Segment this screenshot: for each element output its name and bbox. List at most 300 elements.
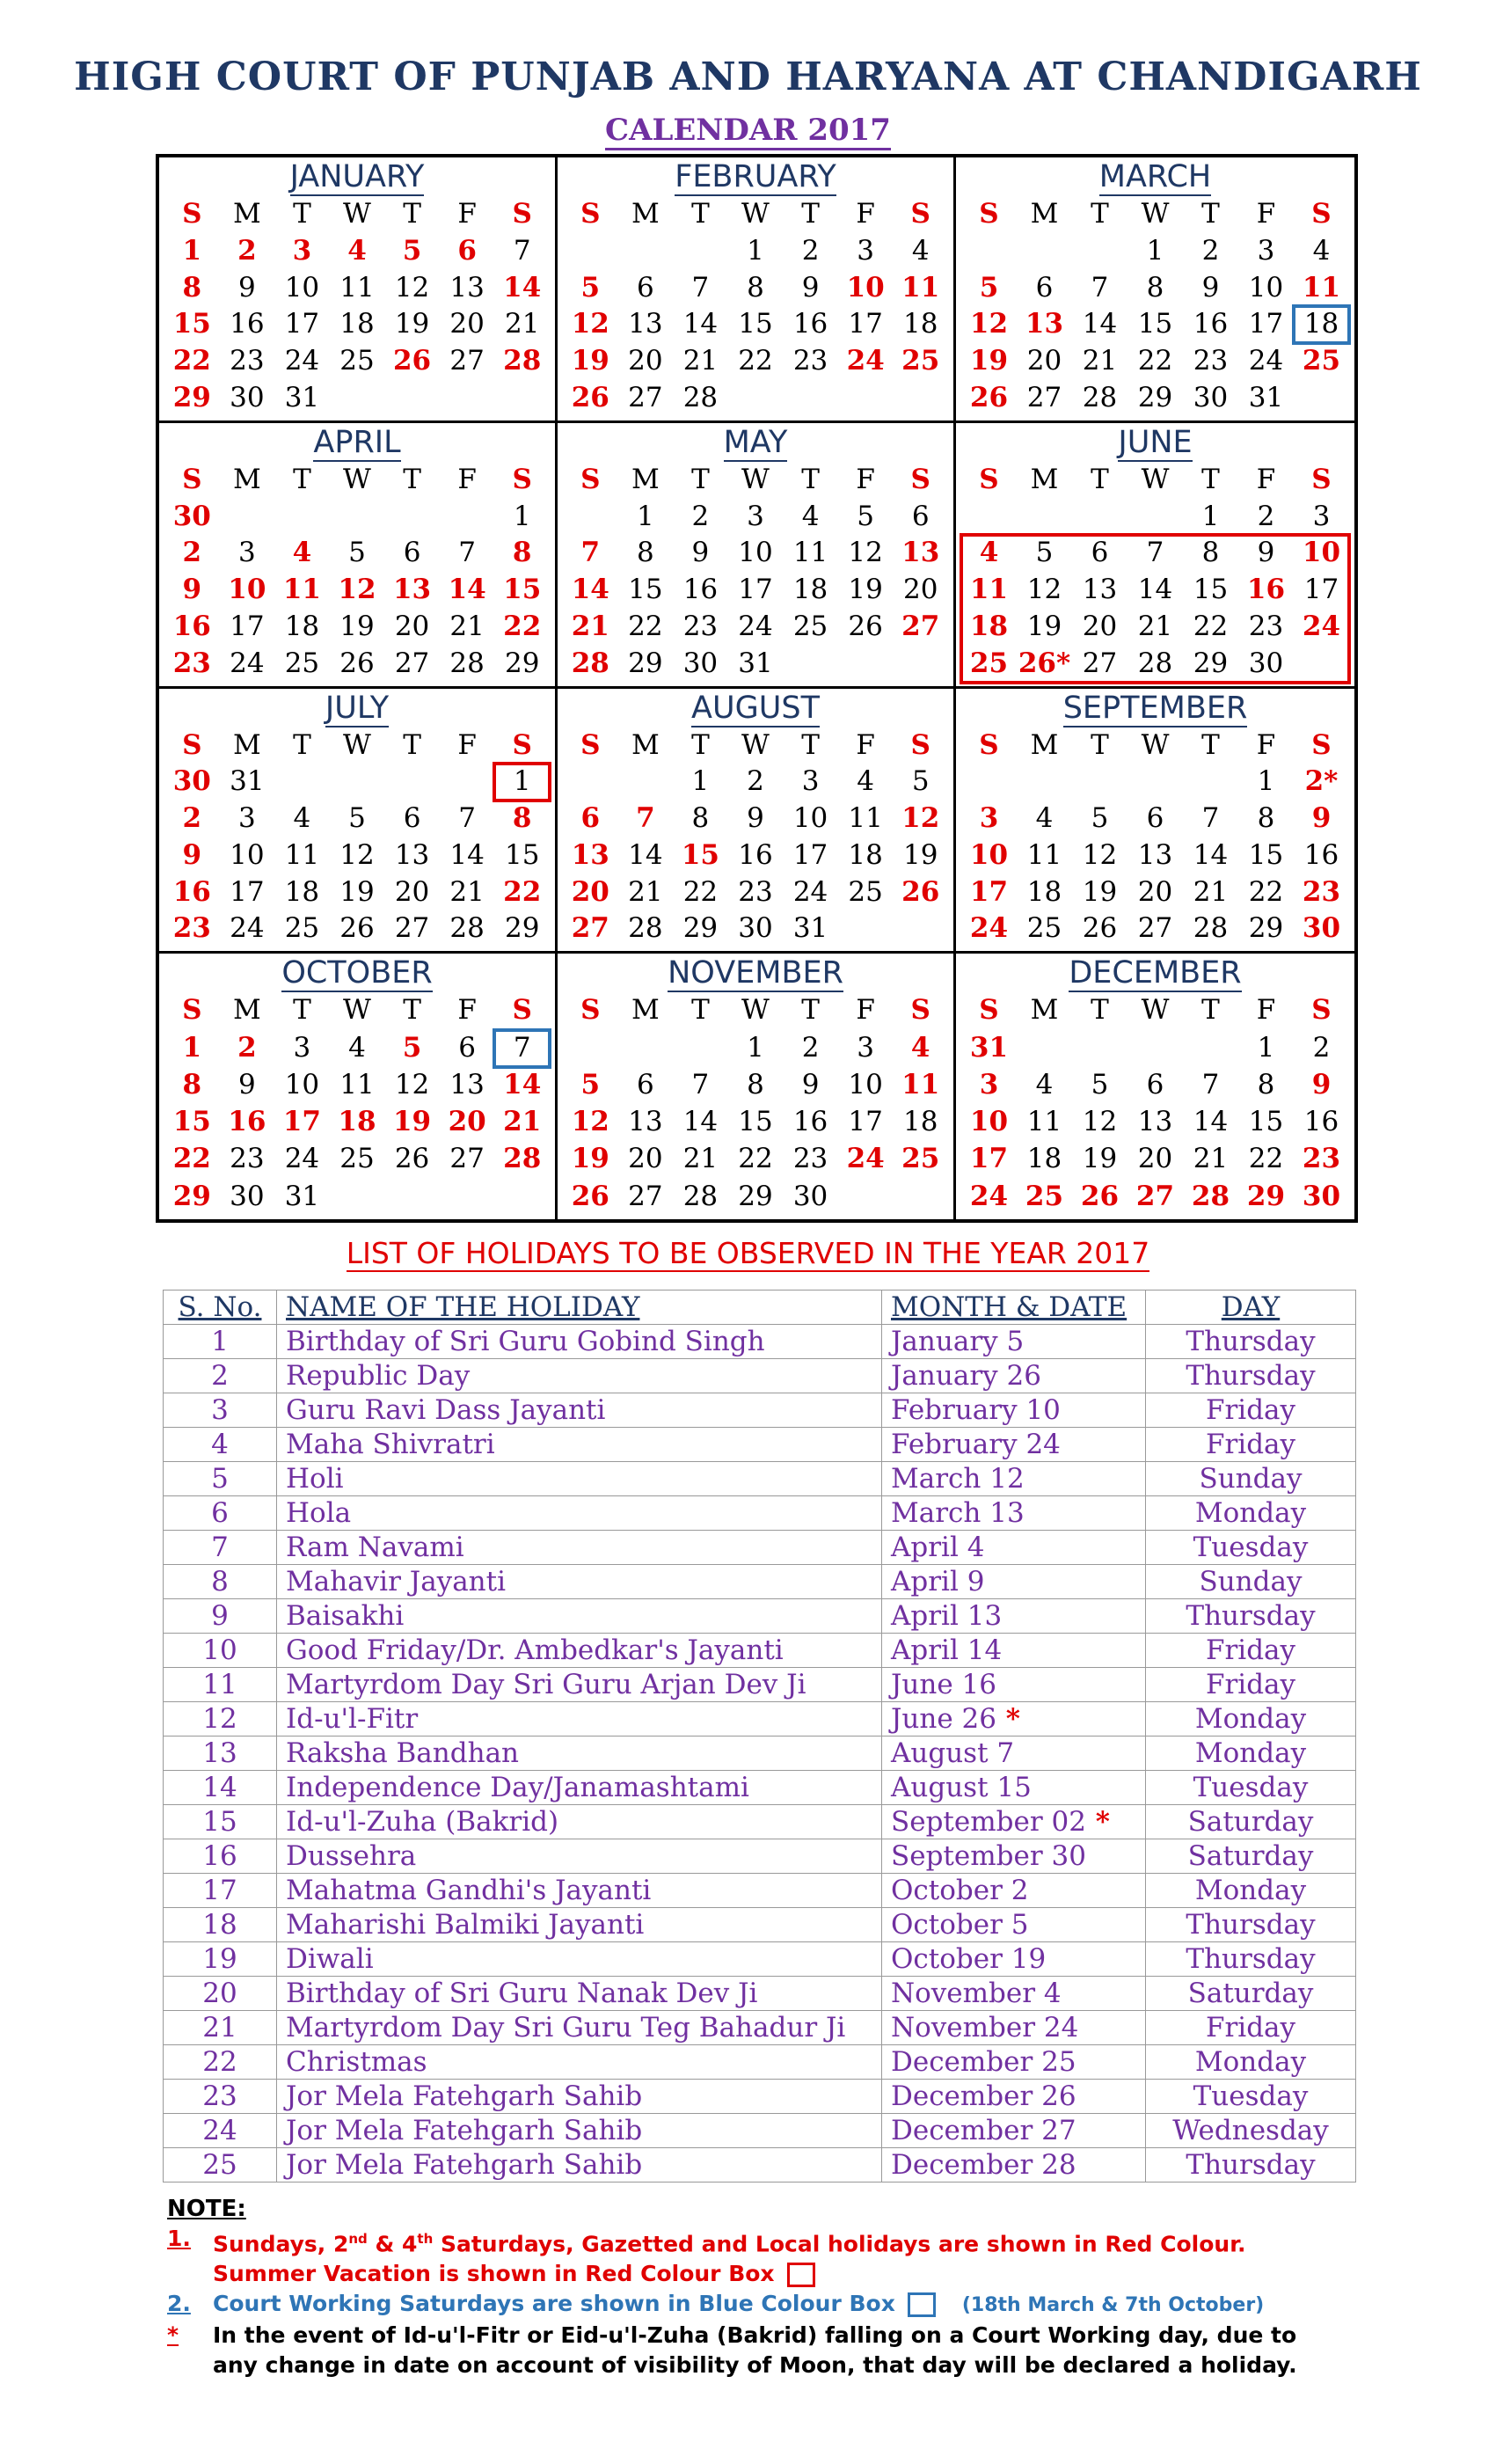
holiday-name: Dussehra [277,1839,882,1874]
holiday-sno: 23 [164,2080,277,2114]
day-cell: 14 [448,574,486,606]
month-name-text: MAY [723,424,788,460]
empty-cell [893,1179,948,1216]
weekday-header: M [1030,463,1059,495]
day-cell: 17 [792,838,828,871]
day-cell: 23 [172,647,211,679]
month-name [558,159,953,194]
month-name [159,691,555,726]
holiday-sno: 25 [164,2148,277,2183]
day-cell: 22 [628,610,663,642]
weekday-header: M [232,463,261,495]
table-row [164,1874,1356,1908]
holiday-name: Mahavir Jayanti [277,1565,882,1599]
day-cell: 26 [1082,912,1118,945]
day-cell: 7 [458,802,476,835]
weekday-header: T [1201,198,1220,230]
empty-cell [618,764,674,801]
holiday-name: Christmas [277,2045,882,2080]
day-cell: 22 [1137,345,1173,377]
day-cell: 5 [402,234,422,267]
weekday-header: F [856,994,875,1027]
holiday-sno: 24 [164,2114,277,2148]
weekday-header: S [182,728,202,761]
day-cell: 6 [580,802,601,835]
weekday-header: W [343,463,371,495]
holiday-name: Maha Shivratri [277,1428,882,1462]
day-cell: 15 [738,308,773,340]
holiday-name: Id-u'l-Zuha (Bakrid) [277,1805,882,1839]
red-box-icon [787,2263,815,2287]
day-cell: 24 [969,1180,1009,1212]
day-cell: 3 [979,1068,999,1100]
table-row [164,1839,1356,1874]
day-cell: 6 [1091,537,1109,569]
note-3-line-1: In the event of Id-u'l-Fitr or Eid-u'l-Zuha (Bakrid) falling on a Court Working day, due to [213,2322,1297,2349]
empty-cell [440,1179,495,1216]
day-cell: 8 [747,271,764,303]
month-name [956,691,1354,726]
holiday-date: March 13 [882,1496,1146,1531]
day-cell: 1 [1146,234,1164,267]
day-cell: 10 [1302,537,1341,569]
day-cell: 29 [628,647,663,679]
day-cell: 23 [792,345,828,377]
day-cell: 14 [682,1106,719,1138]
day-cell: 6 [403,802,421,835]
day-cell: 4 [293,802,311,835]
empty-cell [1072,233,1127,270]
weekday-header: T [1201,728,1220,761]
empty-cell [384,764,440,801]
day-cell: 29 [172,1180,211,1212]
holiday-sno: 19 [164,1942,277,1977]
weekday-header: T [1091,994,1109,1027]
empty-cell [961,764,1017,801]
page-title: HIGH COURT OF PUNJAB AND HARYANA AT CHANDIGARH [74,55,1422,99]
empty-cell [494,1179,550,1216]
holiday-date: October 2 [882,1874,1146,1908]
weekday-header: F [856,728,875,761]
day-cell: 21 [682,1143,719,1175]
day-cell: 7 [1201,1068,1220,1100]
empty-cell [384,1179,440,1216]
day-cell: 4 [979,537,999,569]
weekday-header: S [512,198,532,230]
day-cell: 7 [636,802,655,835]
weekday-header: M [1030,728,1059,761]
day-cell: 14 [571,574,609,606]
table-row [164,1942,1356,1977]
day-cell: 14 [1082,308,1118,340]
day-cell: 21 [504,308,540,340]
holiday-sno: 8 [164,1565,277,1599]
weekday-header: T [1201,994,1220,1027]
day-cell: 19 [394,308,430,340]
day-cell: 12 [1026,574,1062,606]
day-cell: 25 [848,875,883,908]
holiday-name: Maharishi Balmiki Jayanti [277,1908,882,1942]
empty-cell [728,380,784,417]
empty-cell [563,764,618,801]
empty-cell [384,380,440,417]
holiday-date: February 10 [882,1393,1146,1428]
month-october [159,954,558,1219]
holiday-date: April 4 [882,1531,1146,1565]
day-cell: 29 [1248,912,1284,945]
holiday-date: March 12 [882,1462,1146,1496]
weekday-header: M [631,728,660,761]
holiday-day: Tuesday [1146,2080,1356,2114]
month-name [558,955,953,991]
weekday-header: S [182,198,202,230]
day-cell: 6 [403,537,421,569]
day-cell: 11 [1026,1106,1062,1138]
day-cell: 18 [848,838,883,871]
day-cell: 3 [747,500,764,532]
day-cell: 22 [503,610,542,642]
day-cell: 28 [571,647,609,679]
day-cell: 11 [969,574,1009,606]
day-cell: 25 [339,1143,375,1175]
empty-cell [1294,380,1349,417]
day-cell: 27 [571,912,609,945]
day-cell: 7 [1201,802,1220,835]
day-cell: 24 [846,345,885,377]
empty-cell [1183,1030,1238,1067]
day-cell: 30 [1193,381,1229,413]
note-2-number: 2. [167,2291,191,2317]
day-cell: 26 [571,1180,609,1212]
holiday-day: Thursday [1146,2148,1356,2183]
month-name-text: JUNE [1118,424,1193,460]
day-cell: 19 [339,610,375,642]
weekday-header: T [293,198,311,230]
day-cell: 29 [1193,647,1229,679]
empty-cell [673,233,728,270]
day-cell: 25 [969,647,1009,679]
holiday-day: Saturday [1146,1977,1356,2011]
day-cell: 9 [182,838,202,871]
day-cell: 8 [1257,802,1275,835]
day-cell: 21 [1193,875,1229,908]
day-cell: 5 [580,1068,601,1100]
weekday-header: F [1256,463,1276,495]
table-row [164,1565,1356,1599]
day-grid [563,992,948,1216]
day-cell: 25 [284,912,320,945]
weekday-header: M [1030,198,1059,230]
day-cell: 22 [682,875,719,908]
day-cell: 15 [1137,308,1173,340]
day-cell: 6 [457,234,477,267]
day-cell: 19 [392,1106,432,1138]
day-cell: 10 [848,1068,883,1100]
day-cell: 22 [172,345,211,377]
day-cell: 13 [449,1068,485,1100]
day-cell: 26* [1018,647,1071,679]
holiday-day: Thursday [1146,1359,1356,1393]
month-name-text: AUGUST [691,690,820,726]
day-cell: 27 [901,610,940,642]
day-cell: 28 [1137,647,1173,679]
day-cell: 4 [292,537,312,569]
day-cell: 17 [230,875,265,908]
day-cell: 9 [691,537,710,569]
note-3-line-2: any change in date on account of visibility of Moon, that day will be declared a holiday. [213,2352,1297,2379]
weekday-header: F [1256,994,1276,1027]
day-cell: 10 [1248,271,1284,303]
day-cell: 12 [969,308,1009,340]
empty-cell [838,1179,894,1216]
empty-cell [961,499,1017,536]
holiday-day: Monday [1146,1736,1356,1771]
note-1-number: 1. [167,2226,191,2251]
day-cell: 30 [792,1180,828,1212]
holiday-name: Guru Ravi Dass Jayanti [277,1393,882,1428]
day-cell: 16 [1303,1106,1339,1138]
table-row [164,1668,1356,1702]
empty-cell [1017,233,1072,270]
empty-cell [893,380,948,417]
day-cell: 22 [1248,1143,1284,1175]
empty-cell [330,380,385,417]
day-cell: 14 [1193,838,1229,871]
day-cell: 15 [738,1106,773,1138]
day-cell: 4 [1312,234,1331,267]
day-grid [164,196,550,417]
weekday-header: S [979,728,999,761]
weekday-header: S [910,463,930,495]
day-cell: 28 [682,381,719,413]
day-cell: 10 [846,271,885,303]
day-cell: 31 [284,381,320,413]
holiday-date: December 28 [882,2148,1146,2183]
day-cell: 27 [394,912,430,945]
empty-cell [384,499,440,536]
weekday-header: W [741,463,770,495]
day-cell: 1 [1257,1031,1275,1064]
weekday-header: T [293,994,311,1027]
empty-cell [274,499,330,536]
weekday-header: S [580,198,601,230]
day-cell: 22 [172,1143,211,1175]
day-cell: 6 [1146,1068,1164,1100]
empty-cell [1072,764,1127,801]
month-july [159,689,558,954]
empty-cell [330,499,385,536]
month-name-text: DECEMBER [1069,955,1242,991]
day-cell: 28 [503,1143,542,1175]
day-cell: 14 [503,271,542,303]
day-cell: 27 [628,1180,663,1212]
day-cell: 13 [1025,308,1064,340]
month-name [558,425,953,460]
header-day: DAY [1146,1290,1356,1325]
table-row [164,1599,1356,1634]
weekday-header: T [801,198,820,230]
month-name-text: APRIL [313,424,401,460]
day-cell: 11 [1026,838,1062,871]
holiday-day: Thursday [1146,1908,1356,1942]
day-cell: 1 [182,234,202,267]
day-cell: 16 [172,875,211,908]
day-cell: 13 [394,838,430,871]
day-cell: 24 [969,912,1009,945]
day-grid [164,728,550,948]
day-cell: 30 [738,912,773,945]
holiday-sno: 12 [164,1702,277,1736]
day-cell: 10 [969,1106,1009,1138]
holiday-day: Saturday [1146,1839,1356,1874]
empty-cell [783,380,838,417]
day-cell: 12 [338,574,376,606]
day-cell: 18 [339,308,375,340]
day-cell: 13 [392,574,432,606]
holiday-day: Monday [1146,1702,1356,1736]
day-cell: 16 [230,308,265,340]
month-august [558,689,956,954]
weekday-header: F [457,463,477,495]
day-cell: 11 [284,838,320,871]
blue-box-icon [908,2292,936,2317]
holiday-sno: 10 [164,1634,277,1668]
day-cell: 16 [228,1106,266,1138]
day-cell: 17 [969,1143,1009,1175]
day-cell: 18 [1026,1143,1062,1175]
day-cell: 20 [448,1106,486,1138]
weekday-header: F [856,463,875,495]
empty-cell [563,499,618,536]
day-cell: 2 [691,500,710,532]
empty-cell [330,764,385,801]
day-cell: 6 [458,1031,476,1064]
day-cell: 13 [571,838,609,871]
weekday-header: T [691,463,710,495]
weekday-header: S [580,994,601,1027]
note-1-line-2 [213,2259,1245,2289]
day-cell: 5 [1035,537,1054,569]
holiday-sno: 6 [164,1496,277,1531]
holiday-sno: 16 [164,1839,277,1874]
day-cell: 24 [1302,610,1341,642]
day-cell: 5 [857,500,874,532]
holiday-date: October 19 [882,1942,1146,1977]
day-cell: 24 [230,647,265,679]
day-cell: 11 [901,1068,940,1100]
day-cell: 15 [1248,838,1284,871]
holiday-date: September 02 * [882,1805,1146,1839]
holiday-day: Friday [1146,1428,1356,1462]
empty-cell [783,646,838,683]
weekday-header: S [512,463,532,495]
table-row [164,1977,1356,2011]
empty-cell [618,233,674,270]
note-1 [167,2224,1363,2289]
day-cell: 20 [628,345,663,377]
month-name-text: OCTOBER [281,955,433,991]
weekday-header: T [403,994,421,1027]
day-cell: 23 [792,1143,828,1175]
holiday-name: Diwali [277,1942,882,1977]
day-cell: 31 [284,1180,320,1212]
day-cell: 7 [494,1030,550,1067]
day-cell: 24 [792,875,828,908]
day-grid [164,462,550,683]
holidays-table-header [164,1290,1356,1325]
holiday-date: December 27 [882,2114,1146,2148]
day-cell: 19 [969,345,1009,377]
holiday-name: Martyrdom Day Sri Guru Teg Bahadur Ji [277,2011,882,2045]
day-cell: 20 [1026,345,1062,377]
day-cell: 17 [848,1106,883,1138]
holiday-day: Friday [1146,1393,1356,1428]
table-row [164,1531,1356,1565]
day-cell: 27 [628,381,663,413]
holiday-name: Birthday of Sri Guru Nanak Dev Ji [277,1977,882,2011]
weekday-header: W [343,994,371,1027]
weekday-header: T [801,994,820,1027]
table-row [164,1325,1356,1359]
day-cell: 18 [902,308,938,340]
day-cell: 3 [237,802,256,835]
day-cell: 9 [747,802,764,835]
day-cell: 23 [1302,875,1341,908]
day-cell: 29 [1246,1180,1286,1212]
holiday-date: October 5 [882,1908,1146,1942]
holiday-name: Martyrdom Day Sri Guru Arjan Dev Ji [277,1668,882,1702]
day-cell: 26 [394,1143,430,1175]
day-cell: 24 [284,345,320,377]
weekday-header: S [182,994,202,1027]
empty-cell [961,233,1017,270]
day-cell: 21 [503,1106,542,1138]
day-cell: 20 [1137,875,1173,908]
asterisk-marker: * [996,1703,1021,1735]
header-name: NAME OF THE HOLIDAY [277,1290,882,1325]
weekday-header: T [1091,728,1109,761]
day-cell: 28 [503,345,542,377]
day-grid [563,196,948,417]
empty-cell [494,380,550,417]
day-cell: 5 [348,537,366,569]
day-cell: 10 [284,271,320,303]
holiday-date: December 25 [882,2045,1146,2080]
note-1-line-2-text: Summer Vacation is shown in Red Colour Box [213,2261,775,2287]
day-cell: 10 [792,802,828,835]
day-cell: 3 [857,234,874,267]
weekday-header: S [182,463,202,495]
day-cell: 8 [512,802,532,835]
holiday-date: April 9 [882,1565,1146,1599]
day-cell: 11 [339,271,375,303]
day-cell: 17 [230,610,265,642]
weekday-header: T [403,463,421,495]
day-cell: 27 [1026,381,1062,413]
day-cell: 20 [449,308,485,340]
weekday-header: S [979,463,999,495]
month-name [956,159,1354,194]
empty-cell [1072,499,1127,536]
month-name-text: SEPTEMBER [1062,690,1248,726]
holiday-sno: 14 [164,1771,277,1805]
empty-cell [618,1030,674,1067]
day-cell: 18 [1294,306,1349,343]
empty-cell [1183,764,1238,801]
day-cell: 6 [636,1068,654,1100]
day-cell: 25 [792,610,828,642]
day-cell: 3 [1257,234,1275,267]
